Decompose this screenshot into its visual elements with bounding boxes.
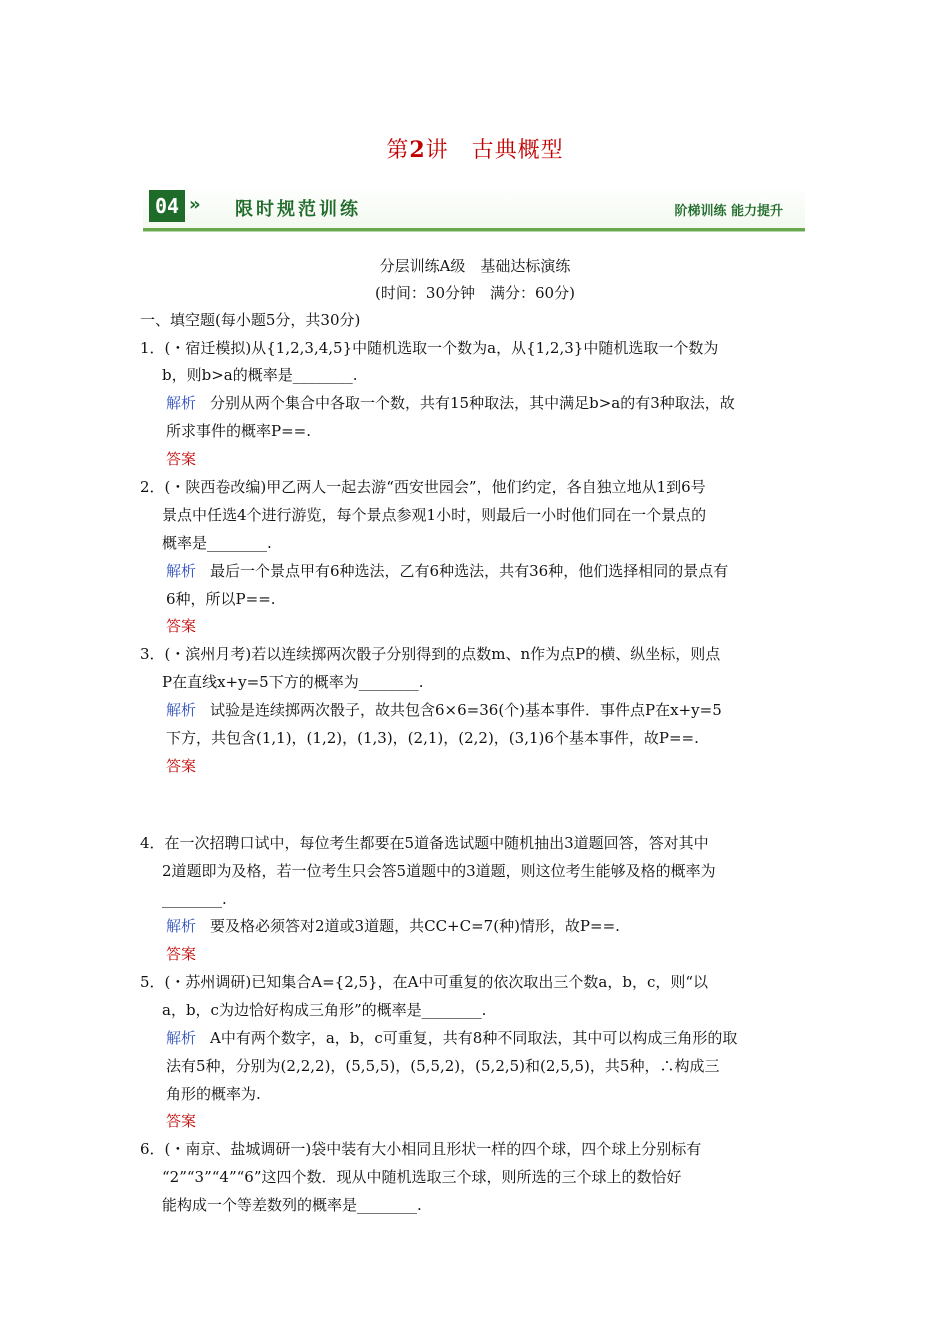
question-1-line-2: b，则b>a的概率是________. [162,366,358,384]
page-title: 第2讲 古典概型 [386,137,564,163]
answer-label: 答案 [166,450,197,468]
question-4-analysis: 解析 要及格必须答对2道或3道题，共CC+C=7(种)情形，故P==. [166,917,620,935]
banner-slogan: 阶梯训练 能力提升 [674,204,783,219]
question-6-line-2: “2”“3”“4”“6”这四个数．现从中随机选取三个球，则所选的三个球上的数恰好 [162,1168,682,1186]
analysis-label: 解析 [166,917,197,935]
analysis-label: 解析 [166,1029,197,1047]
answer-label: 答案 [166,1112,197,1130]
question-1-line-1: 1．(・宿迁模拟)从{1,2,3,4,5}中随机选取一个数为a，从{1,2,3}中随机选取一个数为 [140,339,719,357]
answer-label: 答案 [166,617,197,635]
question-4-line-2: 2道题即为及格，若一位考生只会答5道题中的3道题，则这位考生能够及格的概率为 [162,862,716,880]
analysis-label: 解析 [166,562,197,580]
question-6-line-3: 能构成一个等差数列的概率是________. [162,1196,422,1214]
banner-label: 限时规范训练 [235,199,361,220]
question-5-line-2: a，b，c为边恰好构成三角形”的概率是________. [162,1001,487,1019]
time-info: (时间：30分钟 满分：60分) [375,284,575,302]
answer-label: 答案 [166,757,197,775]
section-heading: 一、填空题(每小题5分，共30分) [140,311,361,329]
question-2-analysis-cont: 6种，所以P==. [166,590,276,608]
section-banner [143,186,805,231]
question-3-analysis: 解析 试验是连续掷两次骰子，故共包含6×6=36(个)基本事件．事件点P在x+y=5 [166,701,722,719]
analysis-label: 解析 [166,394,197,412]
question-1-analysis-cont: 所求事件的概率P==. [166,422,311,440]
question-2-line-2: 景点中任选4个进行游览，每个景点参观1小时，则最后一小时他们同在一个景点的 [162,506,707,524]
analysis-label: 解析 [166,701,197,719]
question-4-line-3: ________. [162,890,227,908]
question-5-analysis: 解析 A中有两个数字，a，b，c可重复，共有8种不同取法，其中可以构成三角形的取 [166,1029,738,1047]
question-2-line-3: 概率是________. [162,534,272,552]
question-5-analysis-cont: 法有5种，分别为(2,2,2)，(5,5,5)，(5,5,2)，(5,2,5)和(2,5,5)，共5种，∴构成三 [166,1057,720,1075]
answer-label: 答案 [166,945,197,963]
banner-number: 04 [149,190,185,222]
question-2-analysis: 解析 最后一个景点甲有6种选法，乙有6种选法，共有36种，他们选择相同的景点有 [166,562,729,580]
question-5-line-1: 5．(・苏州调研)已知集合A={2,5}，在A中可重复的依次取出三个数a，b，c，则“以 [140,973,709,991]
question-3-line-2: P在直线x+y=5下方的概率为________. [162,673,424,691]
question-6-line-1: 6．(・南京、盐城调研一)袋中装有大小相同且形状一样的四个球，四个球上分别标有 [140,1140,702,1158]
question-3-analysis-cont: 下方，共包含(1,1)，(1,2)，(1,3)，(2,1)，(2,2)，(3,1)6个基本事件，故P==. [166,729,699,747]
double-chevron-icon: » [189,194,201,215]
question-2-line-1: 2．(・陕西卷改编)甲乙两人一起去游“西安世园会”，他们约定，各自独立地从1到6号 [140,478,706,496]
question-3-line-1: 3．(・滨州月考)若以连续掷两次骰子分别得到的点数m、n作为点P的横、纵坐标，则点 [140,645,721,663]
question-5-analysis-cont-2: 角形的概率为. [166,1085,261,1103]
question-4-line-1: 4．在一次招聘口试中，每位考生都要在5道备选试题中随机抽出3道题回答，答对其中 [140,834,709,852]
subtitle: 分层训练A级 基础达标演练 [379,257,571,275]
question-1-analysis: 解析 分别从两个集合中各取一个数，共有15种取法，其中满足b>a的有3种取法，故 [166,394,735,412]
